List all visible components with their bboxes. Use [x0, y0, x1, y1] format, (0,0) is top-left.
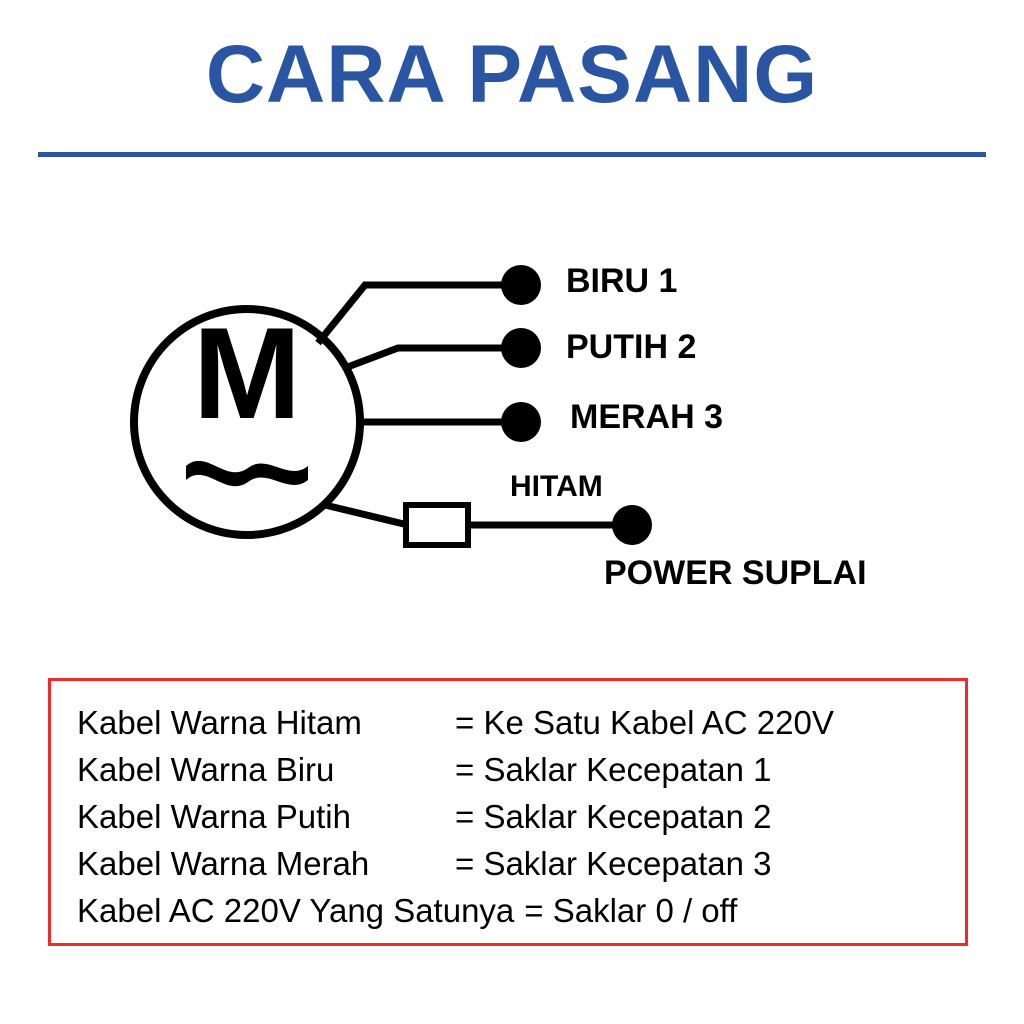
label-power-suplai: POWER SUPLAI: [604, 554, 867, 592]
legend-key: Kabel Warna Biru: [77, 751, 335, 788]
legend-value: = Saklar 0 / off: [524, 892, 738, 929]
legend-value: = Ke Satu Kabel AC 220V: [455, 704, 834, 741]
legend-key: Kabel Warna Merah: [77, 845, 370, 882]
legend-row: [77, 793, 939, 840]
terminal-dot-biru: [501, 265, 541, 305]
label-merah: MERAH 3: [570, 398, 724, 436]
legend-key: Kabel Warna Putih: [77, 798, 351, 835]
wiring-diagram: [0, 200, 1024, 630]
legend-key: Kabel AC 220V Yang Satunya: [77, 892, 515, 929]
page-title: CARA PASANG: [205, 29, 819, 120]
legend-value: = Saklar Kecepatan 1: [455, 751, 772, 788]
legend-value: = Saklar Kecepatan 3: [455, 845, 772, 882]
lead-hitam: [325, 505, 625, 525]
capacitor-box: [406, 505, 468, 545]
legend-box: [48, 678, 968, 946]
wiring-diagram-svg: [0, 200, 1024, 630]
label-putih: PUTIH 2: [566, 328, 697, 366]
legend-value: = Saklar Kecepatan 2: [455, 798, 772, 835]
legend-row: [77, 699, 939, 746]
terminal-dot-putih: [501, 328, 541, 368]
legend-row: [77, 887, 939, 934]
label-biru: BIRU 1: [566, 262, 678, 300]
label-hitam: HITAM: [510, 470, 603, 503]
title-block: [0, 29, 1024, 120]
legend-row: [77, 840, 939, 887]
lead-biru: [318, 285, 505, 343]
title-divider: [38, 152, 986, 157]
motor-letter: M: [192, 300, 302, 446]
lead-putih: [345, 348, 505, 368]
legend-row: [77, 746, 939, 793]
legend-key: Kabel Warna Hitam: [77, 704, 362, 741]
terminal-dot-hitam: [612, 505, 652, 545]
terminal-dot-merah: [501, 402, 541, 442]
